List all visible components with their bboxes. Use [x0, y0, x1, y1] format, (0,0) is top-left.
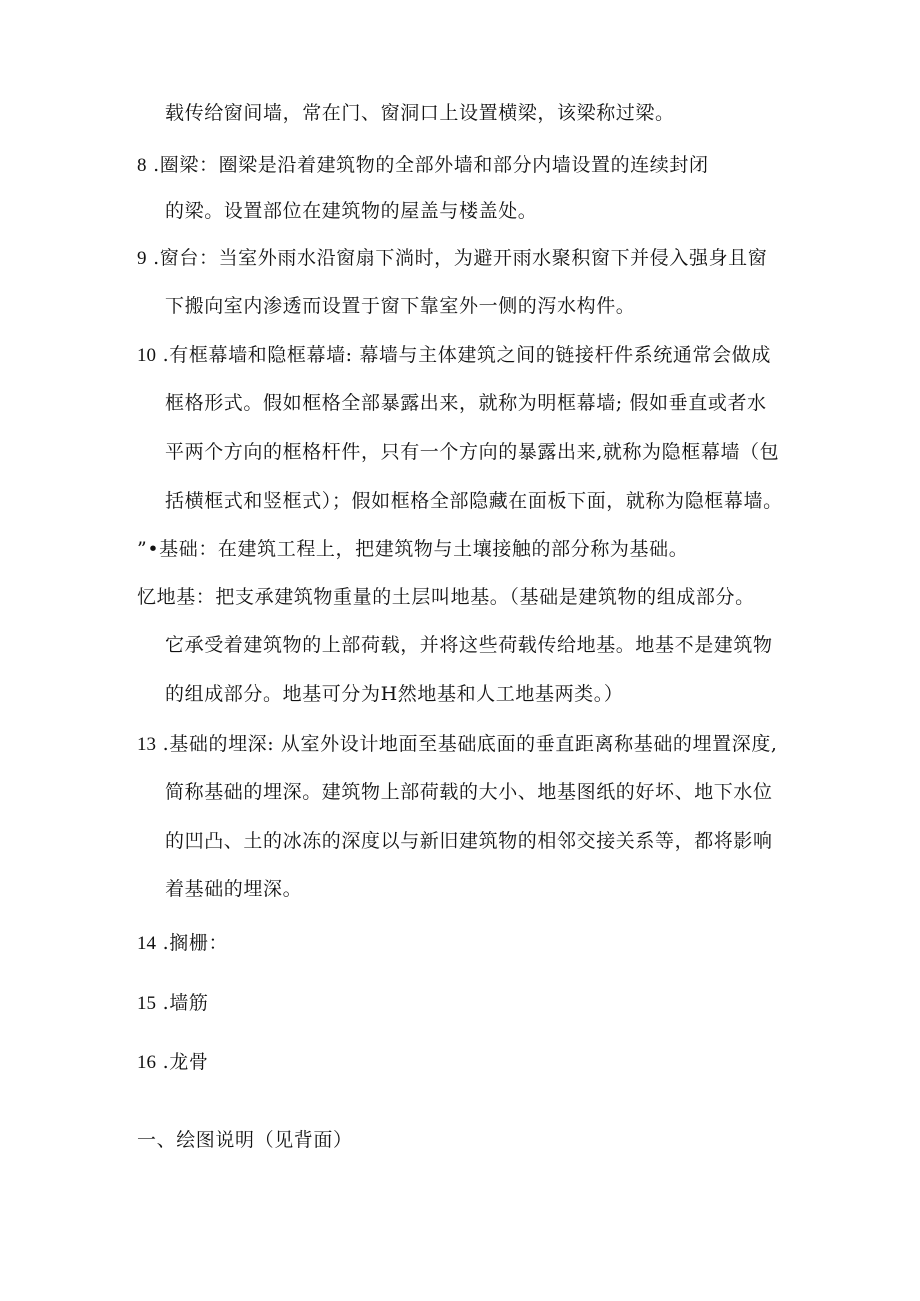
item-number: 16	[137, 1052, 156, 1073]
list-item-12: 忆地基：把支承建筑物重量的土层叫地基。（基础是建筑物的组成部分。	[137, 586, 755, 608]
paragraph-line: 的凹凸、土的冰冻的深度以与新旧建筑物的相邻交接关系等，都将影响	[165, 830, 773, 852]
paragraph-line: 它承受着建筑物的上部荷载，并将这些荷载传给地基。地基不是建筑物	[165, 634, 773, 656]
section-heading: 一、绘图说明（见背面）	[137, 1129, 353, 1151]
paragraph-line: 载传给窗间墙，常在门、窗洞口上设置横梁，该梁称过梁。	[165, 102, 675, 124]
list-item-14: 14 .搁栅：	[137, 932, 229, 954]
paragraph-line: 简称基础的埋深。建筑物上部荷载的大小、地基图纸的好坏、地下水位	[165, 781, 773, 803]
paragraph-line: 平两个方向的框格杆件，只有一个方向的暴露出来,就称为隐框幕墙（包	[165, 441, 780, 463]
paragraph-line: 的梁。设置部位在建筑物的屋盖与楼盖处。	[165, 200, 538, 222]
list-item-8: 8 .圈梁：圈梁是沿着建筑物的全部外墙和部分内墙设置的连续封闭	[137, 154, 709, 176]
item-number: 15	[137, 993, 156, 1014]
paragraph-line: 框格形式。假如框格全部暴露出来，就称为明框幕墙; 假如垂直或者水	[165, 392, 767, 414]
item-number: 14	[137, 933, 156, 954]
paragraph-line: 下搬向室内渗透而设置于窗下靠室外一侧的泻水构件。	[165, 295, 636, 317]
list-item-13: 13 .基础的埋深: 从室外设计地面至基础底面的垂直距离称基础的埋置深度,	[137, 733, 778, 755]
list-item-15: 15 .墙筋	[137, 992, 209, 1014]
item-number: 8	[137, 155, 147, 176]
item-number: 13	[137, 734, 156, 755]
list-item-16: 16 .龙骨	[137, 1051, 209, 1073]
list-item-10: 10 .有框幕墙和隐框幕墙: 幕墙与主体建筑之间的链接杆件系统通常会做成	[137, 344, 771, 366]
list-item-11: ”•基础：在建筑工程上，把建筑物与土壤接触的部分称为基础。	[137, 538, 689, 560]
paragraph-line: 括横框式和竖框式）；假如框格全部隐藏在面板下面，就称为隐框幕墙。	[165, 490, 783, 512]
paragraph-line: 着基础的埋深。	[165, 878, 303, 900]
item-number: 10	[137, 345, 156, 366]
item-number: 9	[137, 248, 147, 269]
list-item-9: 9 .窗台：当室外雨水沿窗扇下淌时，为避开雨水聚积窗下并侵入强身且窗	[137, 247, 768, 269]
paragraph-line: 的组成部分。地基可分为H然地基和人工地基两类。）	[165, 683, 624, 705]
